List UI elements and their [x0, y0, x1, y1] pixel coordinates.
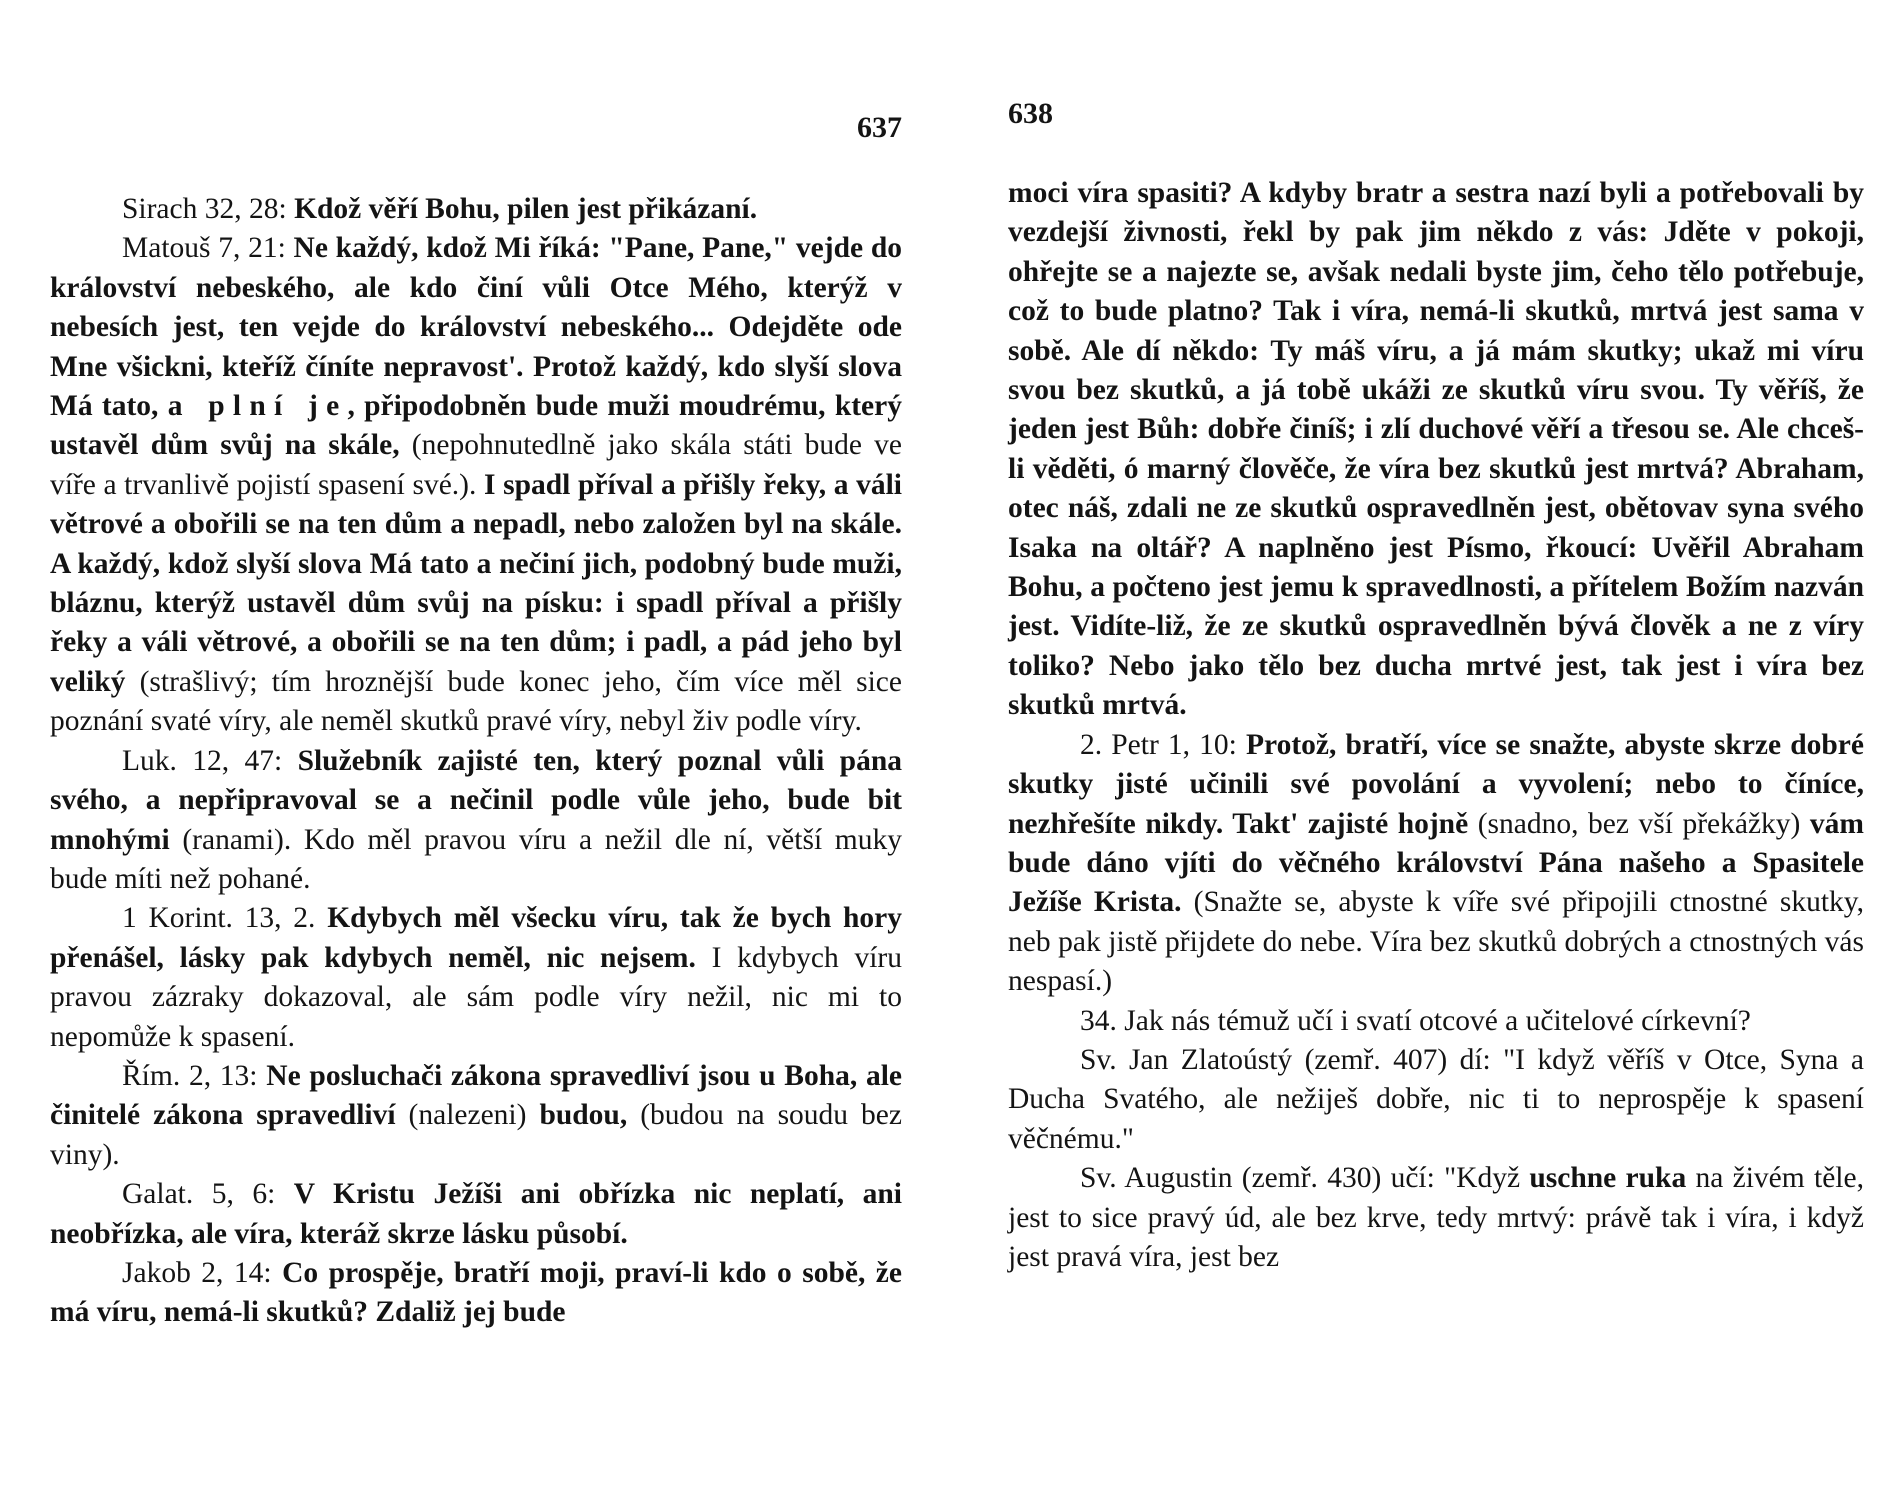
paragraph — [1008, 1041, 1864, 1159]
text-span: Jakob 2, 14: — [122, 1256, 283, 1289]
text-span: (snadno, bez vší překážky) — [1468, 807, 1810, 840]
bold-text: I spadl příval a přišly řeky, a váli větrové a obořili se na ten dům a nepadl, nebo založen byl na skále. A každý, kdož slyší slova Má tato a nečiní jich, podobný bude muži, bláznu, kterýž ustavěl dům svůj na písku: i spadl příval a přišly řeky a váli větrové, a obořili se na ten dům; i padl, a pád jeho byl veliký — [50, 468, 903, 698]
paragraph — [50, 742, 902, 900]
text-span: Galat. 5, 6: — [122, 1178, 294, 1211]
paragraph — [1008, 1002, 1864, 1041]
left-page — [50, 0, 902, 1500]
text-span: (budou na soudu bez viny). — [50, 1099, 902, 1171]
bold-text: vejde do království nebeského, ale kdo činí vůli Otce Méhо, kterýž v nebesích jest, ten vejde do království nebeského... Odejděte ode Mne všickni, kteříž číníte nepravost'. Protož každý, kdo slyší slova Má tato, — [50, 232, 902, 423]
paragraph — [50, 1175, 902, 1254]
page-number: 637 — [857, 111, 902, 144]
text-span: (nepohnutedlně jako skála státi bude ve víře a trvanlivě pojistí spasení své.). — [50, 429, 903, 501]
page-number: 638 — [1008, 97, 1053, 130]
text-span: (ranami). Kdo měl pravou víru a nežil dle ní, větší muky bude míti než pohané. — [50, 823, 902, 895]
paragraph — [1008, 726, 1864, 1002]
bold-text: Protož, bratří, více se snažte, abyste skrze dobré skutky jisté učinili své povolání a vyvolení; nebo to číníce, nezhřešíte nikdy. Takt' zajisté hojně — [1008, 728, 1864, 840]
page-text — [1008, 174, 1864, 1277]
bold-text: Služebník zajisté ten, který poznal vůli pána svého, a nepřipravoval se a nečinil podle vůle jeho, bude bit mnohými — [50, 744, 902, 856]
text-span: (strašlivý; tím hroznější bude konec jeho, čím více měl sice poznání svaté víry, ale neměl skutků pravé víry, nebyl živ podle víry. — [50, 665, 902, 738]
paragraph — [50, 1254, 902, 1333]
text-span: 34. Jak nás témuž učí i svatí otcové a učitelové církevní? — [1080, 1004, 1751, 1037]
text-span: I kdybych víru pravou zázraky dokazoval, ale sám podle víry nežil, nic mi to nepomůže k spasení. — [50, 941, 902, 1053]
text-span: Luk. 12, 47: — [122, 744, 298, 777]
bold-text: , připodobněn bude muži moudrému, který ustavěl dům svůj na skále, — [50, 390, 902, 462]
paragraph — [50, 229, 902, 741]
text-span: (nalezeni) — [395, 1099, 540, 1132]
paragraph — [50, 899, 902, 1057]
paragraph — [1008, 174, 1864, 726]
bold-text: Co prospěje, bratří moji, praví-li kdo o sobě, že má víru, nemá-li skutků? Zdaliž jej bude — [50, 1256, 902, 1329]
bold-text: moci víra spasiti? A kdyby bratr a sestra nazí byli a potřebovali by vezdejší živnosti, řekl by pak jim někdo z vás: Jděte v pokoji, ohřejte se a najezte se, avšak nedali byste jim, čeho tělo potřebuje, což to bude platno? Tak i víra, nemá-li skutků, mrtvá jest sama v sobě. Ale dí někdo: Ty máš víru, a já mám skutky; ukaž mi víru svou bez skutků, a já tobě ukáži ze skutků víru svou. Ty věříš, že jeden jest Bůh: dobře činíš; i zlí duchové věří a třesou se. Ale chceš-li věděti, ó marný člověče, že víra bez skutků jest mrtvá? Abraham, otec náš, zdali ne ze skutků ospravedlněn jest, obětovav syna svého Isaka na oltář? A naplněno jest Písmo, řkoucí: Uvěřil Abraham Bohu, a počteno jest jemu k spravedlnosti, a přítelem Božím nazván jest. Vidíte-liž, že ze skutků ospravedlněn bývá člověk a ne z víry toliko? Nebo jako tělo bez ducha mrtvé jest, tak jest i víra bez skutků mrtvá. — [1008, 177, 1864, 722]
bold-text: Kdož věří Bohu, pilen jest přikázaní. — [294, 193, 758, 225]
bold-text: Ne každý, kdož Mi říká: "Pane, Pane," — [293, 232, 796, 265]
bold-text: Ne posluchači zákona spravedliví jsou u Boha, ale činitelé zákona spravedliví — [50, 1059, 903, 1132]
page-text — [50, 190, 902, 1333]
bold-text: vám bude dáno vjíti do věčného království Pána našeho a Spasitele Ježíše Krista. — [1008, 807, 1864, 919]
text-span: Sv. Augustin (zemř. 430) učí: "Když — [1080, 1162, 1530, 1195]
bold-text: a plní je — [167, 390, 348, 423]
bold-text: budou, — [539, 1099, 628, 1132]
text-span: Sv. Jan Zlatoústý (zemř. 407) dí: "I když věříš v Otce, Syna a Ducha Svatého, ale nežiješ dobře, nic ti to neprospěje k spasení věčnému." — [1008, 1043, 1864, 1155]
text-span: 2. Petr 1, 10: — [1080, 728, 1246, 761]
paragraph — [50, 190, 902, 229]
text-span: na živém těle, jest to sice pravý úd, ale bez krve, tedy mrtvý: právě tak i víra, i když jest pravá víra, jest bez — [1008, 1162, 1864, 1273]
text-span: Matouš 7, 21: — [122, 232, 294, 265]
text-span: Řím. 2, 13: — [122, 1059, 267, 1092]
text-span: 1 Korint. 13, 2. — [122, 902, 328, 935]
bold-text: uschne ruka — [1529, 1162, 1687, 1195]
right-page — [1008, 0, 1864, 1500]
paragraph — [1008, 1159, 1864, 1277]
paragraph — [50, 1057, 902, 1175]
bold-text: Kdybych měl všecku víru, tak že bych hory přenášel, lásky pak kdybych neměl, nic nejsem. — [50, 902, 902, 974]
text-span: Sirach 32, 28: — [122, 193, 295, 225]
bold-text: V Kristu Ježíši ani obřízka nic neplatí, ani neobřízka, ale víra, kteráž skrze lásku působí. — [50, 1178, 902, 1250]
text-span: (Snažte se, abyste k víře své připojili ctnostné skutky, neb pak jistě přijdete do nebe. Víra bez skutků dobrých a ctnostných vás nespasí.) — [1008, 886, 1864, 998]
